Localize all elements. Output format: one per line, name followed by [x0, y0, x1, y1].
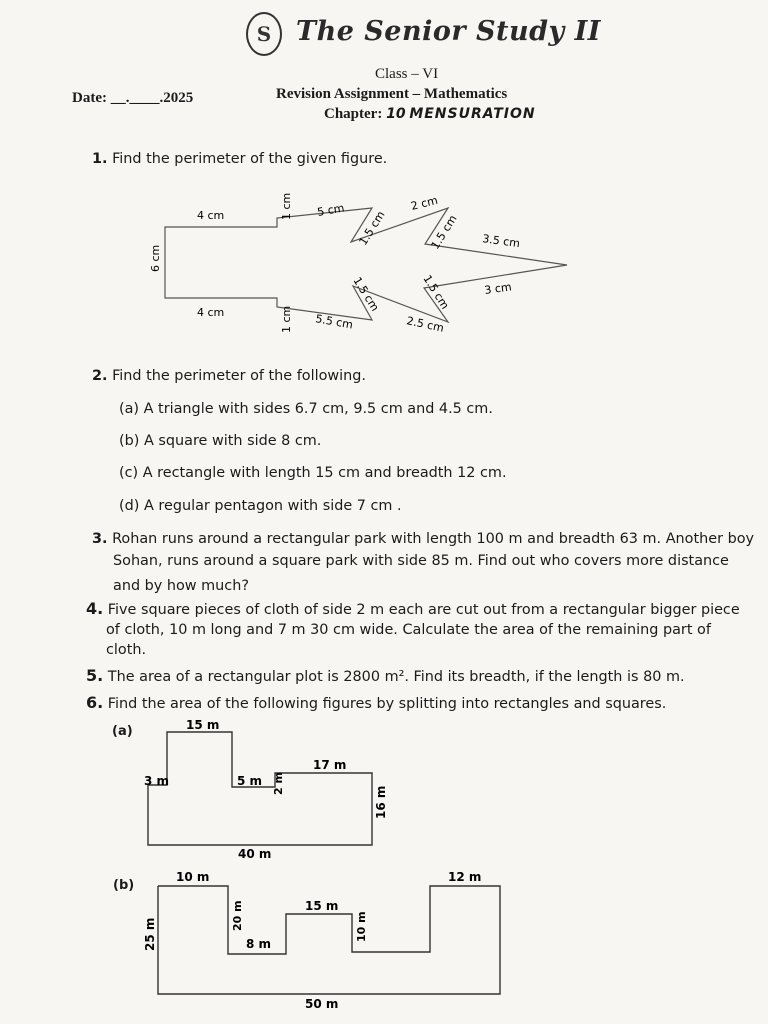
- question-line-1: Rohan runs around a rectangular park with length 100 m and breadth 63 m. Another boy: [112, 531, 755, 547]
- question-6: [86, 692, 666, 715]
- chapter-name: MENSURATION: [409, 106, 536, 122]
- school-logo: [246, 12, 282, 56]
- figure-1-arrow: [140, 190, 580, 340]
- question-text: Find the perimeter of the given figure.: [112, 151, 388, 167]
- question-3: [92, 528, 762, 550]
- assignment-title: Revision Assignment – Mathematics: [276, 86, 508, 102]
- fig1-label-bot-diag1: 1.5 cm: [350, 274, 382, 314]
- date-label: Date:: [72, 90, 107, 106]
- fig1-label-left: 6 cm: [149, 244, 162, 272]
- question-text: Find the perimeter of the following.: [112, 368, 366, 384]
- fig1-label-bottom-left: 4 cm: [197, 306, 225, 319]
- question-number: 2.: [92, 368, 108, 384]
- school-name: The Senior Study II: [296, 16, 601, 47]
- question-2-part-b: [119, 430, 321, 452]
- fig1-label-bot-diag2: 1.5 cm: [420, 272, 452, 312]
- date-year: .2025: [159, 90, 194, 106]
- question-text: Find the area of the following figures by splitting into rectangles and squares.: [107, 696, 667, 712]
- figa-label-top: 15 m: [186, 718, 220, 732]
- question-number: 6.: [86, 693, 104, 712]
- fig1-label-notch-top: 1 cm: [280, 192, 293, 220]
- question-5: [86, 665, 685, 688]
- date-blank: __.____: [110, 90, 160, 106]
- fig1-label-notch-bottom: 1 cm: [280, 305, 293, 333]
- figa-label-bottom: 40 m: [238, 847, 272, 861]
- question-3-line-2: Sohan, runs around a square park with side 85 m. Find out who covers more distance: [113, 553, 729, 569]
- question-number: 3.: [92, 531, 108, 547]
- fig1-label-top-edge2: 2 cm: [409, 193, 440, 213]
- part-text: A triangle with sides 6.7 cm, 9.5 cm and 4.5 cm.: [143, 401, 493, 417]
- question-1: [92, 148, 387, 170]
- part-label: (b): [119, 433, 140, 449]
- question-4: [86, 598, 766, 621]
- logo-letter: S: [256, 22, 272, 46]
- figa-label-step: 5 m: [237, 774, 263, 788]
- part-text: A regular pentagon with side 7 cm .: [143, 498, 402, 514]
- figb-label-middle-top: 15 m: [305, 899, 339, 913]
- part-text: A square with side 8 cm.: [143, 433, 322, 449]
- fig1-label-top-left: 4 cm: [197, 209, 225, 222]
- fig1-label-bot-edge1: 5.5 cm: [314, 312, 354, 332]
- question-number: 4.: [86, 599, 104, 618]
- figa-label-step-height: 2 m: [272, 772, 285, 795]
- question-6-part-a-label: (a): [112, 724, 133, 739]
- question-text: The area of a rectangular plot is 2800 m². Find its breadth, if the length is 80 m.: [107, 669, 685, 685]
- question-4-line-3: cloth.: [106, 642, 147, 658]
- question-line-1: Five square pieces of cloth of side 2 m each are cut out from a rectangular bigger piece: [107, 602, 740, 618]
- figa-label-right: 16 m: [374, 785, 388, 819]
- figb-label-left: 25 m: [143, 917, 157, 951]
- figa-label-left: 3 m: [144, 774, 170, 788]
- figb-label-top-right: 12 m: [448, 870, 482, 884]
- fig1-label-top-diag1: 1.5 cm: [356, 208, 388, 248]
- figb-label-inner-bottom: 8 m: [246, 937, 272, 951]
- chapter-label: Chapter:: [324, 106, 383, 122]
- part-text: A rectangle with length 15 cm and breadth 12 cm.: [142, 465, 507, 481]
- question-4-line-2: of cloth, 10 m long and 7 m 30 cm wide. Calculate the area of the remaining part of: [106, 622, 711, 638]
- fig1-label-bot-tip: 3 cm: [483, 280, 513, 297]
- figb-label-inner-1: 20 m: [231, 900, 244, 931]
- chapter-line: [324, 106, 536, 123]
- class-label: Class – VI: [375, 66, 439, 82]
- question-2: [92, 365, 366, 387]
- figure-6a-shape: [130, 715, 400, 865]
- figb-label-bottom: 50 m: [305, 997, 339, 1011]
- question-3-line-3: and by how much?: [113, 578, 249, 594]
- fig1-label-top-tip: 3.5 cm: [481, 232, 521, 251]
- fig1-label-top-edge1: 5 cm: [316, 201, 346, 219]
- date-line: [72, 90, 193, 107]
- fig1-label-top-diag2: 1.5 cm: [428, 212, 460, 252]
- question-6-part-b-label: (b): [113, 878, 135, 893]
- question-2-part-a: [119, 398, 493, 420]
- part-label: (c): [119, 465, 139, 481]
- question-2-part-d: [119, 495, 402, 517]
- figa-label-right-top: 17 m: [313, 758, 347, 772]
- part-label: (a): [119, 401, 140, 417]
- figb-label-top-left: 10 m: [176, 870, 210, 884]
- fig1-label-bot-edge2: 2.5 cm: [405, 314, 446, 335]
- question-number: 1.: [92, 151, 108, 167]
- question-number: 5.: [86, 666, 104, 685]
- figb-label-inner-2: 10 m: [355, 911, 368, 942]
- figure-6b-shape: [130, 866, 510, 1016]
- chapter-number: 10: [386, 106, 406, 122]
- question-2-part-c: [119, 462, 507, 484]
- part-label: (d): [119, 498, 140, 514]
